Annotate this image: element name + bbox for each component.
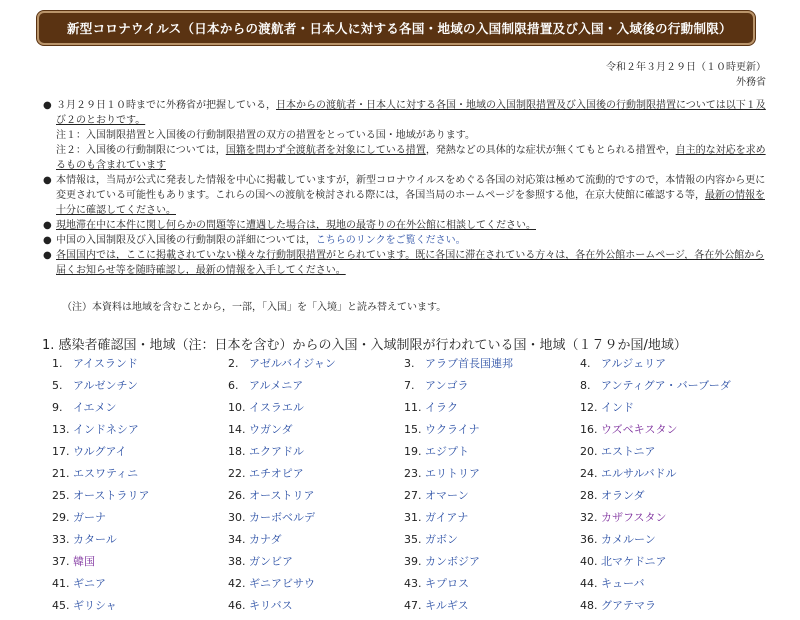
- country-number: 39.: [404, 555, 422, 568]
- country-item: [404, 510, 580, 532]
- country-link[interactable]: アルゼンチン: [73, 379, 139, 392]
- country-number: 37.: [52, 555, 70, 568]
- note-underlined: 日本からの渡航者・日本人に対する各国・地域の入国制限措置及び入国後の行動制限措置については以下１及び２のとおりです。: [56, 100, 766, 126]
- country-item: [580, 488, 756, 510]
- update-date: 令和２年３月２９日（１０時更新）: [606, 62, 766, 73]
- country-link[interactable]: カーボベルデ: [249, 511, 315, 524]
- subnote-underlined: 自主的な対応を求めるものも含まれています: [56, 145, 766, 171]
- country-number: 2.: [228, 357, 239, 370]
- country-item: [404, 400, 580, 422]
- country-item: [580, 466, 756, 488]
- country-item: [52, 378, 228, 400]
- country-link[interactable]: エリトリア: [425, 467, 480, 480]
- country-link[interactable]: インドネシア: [73, 423, 139, 436]
- country-list: [52, 356, 772, 620]
- country-item: [404, 532, 580, 554]
- country-item: [52, 488, 228, 510]
- country-number: 35.: [404, 533, 422, 546]
- country-number: 24.: [580, 467, 598, 480]
- china-details-link[interactable]: こちらのリンクをご覧ください。: [315, 235, 466, 246]
- note-text: 本情報は，当局が公式に発表した情報を中心に掲載していますが，新型コロナウイルスをめぐる各国の対応策は極めて流動的ですので，本情報の内容から更に変更されている可能性もあります。これらの国への渡航を検討される際には，各国当局のホームページを参照する他，在京大使館に確認する等，: [56, 175, 766, 201]
- bullet-icon: ●: [43, 250, 52, 261]
- note-bullet-1: [40, 98, 770, 128]
- country-number: 14.: [228, 423, 246, 436]
- country-number: 30.: [228, 511, 246, 524]
- country-link[interactable]: キプロス: [425, 577, 469, 590]
- country-number: 27.: [404, 489, 422, 502]
- country-item: [404, 444, 580, 466]
- country-number: 17.: [52, 445, 70, 458]
- country-link[interactable]: ウクライナ: [425, 423, 480, 436]
- country-link[interactable]: エチオピア: [249, 467, 304, 480]
- subnote-underlined: 国籍を問わず全渡航者を対象にしている措置: [225, 145, 426, 156]
- note-underlined: 現地滞在中に本件に関し何らかの問題等に遭遇した場合は，現地の最寄りの在外公館に相談してください。: [56, 220, 536, 231]
- country-item: [404, 576, 580, 598]
- note-text: ３月２９日１０時までに外務省が把握している，: [56, 100, 276, 111]
- country-item: [580, 532, 756, 554]
- country-item: [228, 400, 404, 422]
- country-link[interactable]: カンボジア: [425, 555, 480, 568]
- country-number: 46.: [228, 599, 246, 612]
- country-number: 13.: [52, 423, 70, 436]
- country-item: [52, 444, 228, 466]
- country-link[interactable]: ウズベキスタン: [601, 423, 678, 436]
- country-item: [52, 466, 228, 488]
- country-number: 21.: [52, 467, 70, 480]
- country-item: [580, 356, 756, 378]
- page-title: 新型コロナウイルス（日本からの渡航者・日本人に対する各国・地域の入国制限措置及び入国・入域後の行動制限）: [67, 21, 732, 36]
- country-item: [228, 598, 404, 620]
- country-number: 45.: [52, 599, 70, 612]
- country-item: [52, 598, 228, 620]
- country-link[interactable]: ガボン: [425, 533, 458, 546]
- country-number: 48.: [580, 599, 598, 612]
- bullet-icon: ●: [43, 175, 52, 186]
- country-item: [580, 576, 756, 598]
- country-item: [228, 356, 404, 378]
- country-number: 42.: [228, 577, 246, 590]
- country-link[interactable]: カナダ: [249, 533, 282, 546]
- country-number: 29.: [52, 511, 70, 524]
- country-item: [52, 532, 228, 554]
- country-number: 19.: [404, 445, 422, 458]
- country-number: 43.: [404, 577, 422, 590]
- country-link[interactable]: エジプト: [425, 445, 469, 458]
- bullet-icon: ●: [43, 235, 52, 246]
- country-link[interactable]: ウルグアイ: [73, 445, 127, 458]
- country-item: [580, 510, 756, 532]
- bullet-icon: ●: [43, 100, 52, 111]
- country-item: [404, 422, 580, 444]
- issuer: 外務省: [736, 77, 766, 88]
- country-item: [52, 356, 228, 378]
- country-link[interactable]: アゼルバイジャン: [249, 357, 336, 370]
- country-item: [228, 554, 404, 576]
- country-number: 16.: [580, 423, 598, 436]
- country-link[interactable]: アンゴラ: [425, 379, 469, 392]
- country-link[interactable]: アラブ首長国連邦: [425, 357, 513, 370]
- section-1-title: 1. 感染者確認国・地域（注：日本を含む）からの入国・入域制限が行われている国・地域（１７９か国/地域）: [42, 338, 687, 353]
- country-number: 36.: [580, 533, 598, 546]
- country-item: [404, 488, 580, 510]
- country-number: 20.: [580, 445, 598, 458]
- note-text: 中国の入国制限及び入国後の行動制限の詳細については，: [56, 235, 316, 246]
- country-item: [404, 598, 580, 620]
- country-link[interactable]: 北マケドニア: [601, 555, 667, 568]
- country-number: 40.: [580, 555, 598, 568]
- note-underlined: 最新の情報を十分に確認してください。: [56, 190, 765, 216]
- country-item: [580, 400, 756, 422]
- country-item: [404, 554, 580, 576]
- country-number: 7.: [404, 379, 415, 392]
- country-item: [404, 356, 580, 378]
- country-link[interactable]: キューバ: [601, 577, 645, 590]
- country-item: [228, 576, 404, 598]
- country-item: [228, 444, 404, 466]
- country-number: 23.: [404, 467, 422, 480]
- country-link[interactable]: アルジェリア: [601, 357, 667, 370]
- country-link[interactable]: キリバス: [249, 599, 293, 612]
- subnote-1: 注１：入国制限措置と入国後の行動制限措置の双方の措置をとっている国・地域があります。: [56, 130, 475, 141]
- country-item: [404, 378, 580, 400]
- country-item: [580, 444, 756, 466]
- country-link[interactable]: ギニアビサウ: [249, 577, 315, 590]
- note-bullet-5: [40, 248, 770, 278]
- country-number: 15.: [404, 423, 422, 436]
- country-link[interactable]: ギリシャ: [73, 599, 117, 612]
- country-link[interactable]: インド: [601, 401, 634, 414]
- country-link[interactable]: アンティグア・バーブーダ: [601, 379, 731, 392]
- country-number: 6.: [228, 379, 239, 392]
- country-link[interactable]: グアテマラ: [601, 599, 656, 612]
- country-number: 33.: [52, 533, 70, 546]
- country-link[interactable]: エスワティニ: [73, 467, 139, 480]
- notes-section: [40, 98, 770, 278]
- country-link[interactable]: アルメニア: [249, 379, 304, 392]
- country-number: 47.: [404, 599, 422, 612]
- country-number: 32.: [580, 511, 598, 524]
- country-link[interactable]: イラク: [425, 401, 458, 414]
- country-link[interactable]: ガイアナ: [425, 511, 469, 524]
- subnote-text: ，発熱などの具体的な症状が無くてもとられる措置や，: [425, 145, 676, 156]
- country-link[interactable]: エストニア: [601, 445, 656, 458]
- country-item: [580, 554, 756, 576]
- country-number: 12.: [580, 401, 598, 414]
- country-link[interactable]: カメルーン: [601, 533, 656, 546]
- country-number: 25.: [52, 489, 70, 502]
- country-link[interactable]: ガンビア: [249, 555, 293, 568]
- country-link[interactable]: オマーン: [425, 489, 469, 502]
- country-link[interactable]: エルサルバドル: [601, 467, 677, 480]
- remark-note: （注）本資料は地域を含むことから，一部，「入国」を「入境」と読み替えています。: [62, 302, 447, 313]
- country-number: 9.: [52, 401, 63, 414]
- country-item: [580, 422, 756, 444]
- country-number: 38.: [228, 555, 246, 568]
- country-link[interactable]: カタール: [73, 533, 117, 546]
- country-number: 5.: [52, 379, 63, 392]
- country-link[interactable]: オーストリア: [249, 489, 315, 502]
- country-item: [404, 466, 580, 488]
- country-link[interactable]: ギニア: [73, 577, 106, 590]
- country-link[interactable]: 韓国: [73, 555, 95, 568]
- country-link[interactable]: アイスランド: [73, 357, 138, 370]
- country-number: 44.: [580, 577, 598, 590]
- subnote-2: [40, 143, 770, 173]
- country-number: 1.: [52, 357, 63, 370]
- note-bullet-4: [40, 233, 770, 248]
- subnote-text: 注２：入国後の行動制限については，: [56, 145, 226, 156]
- country-number: 31.: [404, 511, 422, 524]
- note-bullet-3: [40, 218, 770, 233]
- note-underlined: 各国国内では，ここに掲載されていない様々な行動制限措置がとられています。既に各国に滞在されている方々は，各在外公館ホームページ，各在外公館から届くお知らせ等を随時確認し，最新の情報を入手してください。: [56, 250, 765, 276]
- country-item: [228, 510, 404, 532]
- country-number: 8.: [580, 379, 591, 392]
- country-item: [52, 554, 228, 576]
- country-item: [228, 532, 404, 554]
- update-info: [606, 60, 766, 90]
- country-item: [228, 466, 404, 488]
- country-item: [228, 422, 404, 444]
- country-item: [52, 510, 228, 532]
- country-number: 26.: [228, 489, 246, 502]
- country-number: 41.: [52, 577, 70, 590]
- country-number: 11.: [404, 401, 422, 414]
- country-number: 28.: [580, 489, 598, 502]
- country-number: 3.: [404, 357, 415, 370]
- country-item: [52, 422, 228, 444]
- note-bullet-2: [40, 173, 770, 218]
- country-number: 10.: [228, 401, 246, 414]
- country-number: 4.: [580, 357, 591, 370]
- country-number: 22.: [228, 467, 246, 480]
- country-link[interactable]: イスラエル: [249, 401, 304, 414]
- country-number: 34.: [228, 533, 246, 546]
- country-link[interactable]: ガーナ: [73, 511, 106, 524]
- country-item: [580, 598, 756, 620]
- country-item: [52, 400, 228, 422]
- country-link[interactable]: キルギス: [425, 599, 469, 612]
- title-banner: [37, 11, 755, 45]
- country-link[interactable]: カザフスタン: [601, 511, 667, 524]
- bullet-icon: ●: [43, 220, 52, 231]
- country-item: [52, 576, 228, 598]
- country-link[interactable]: エクアドル: [249, 445, 304, 458]
- country-item: [228, 488, 404, 510]
- country-link[interactable]: オーストラリア: [73, 489, 150, 502]
- country-link[interactable]: オランダ: [601, 489, 645, 502]
- country-item: [580, 378, 756, 400]
- country-item: [228, 378, 404, 400]
- country-link[interactable]: ウガンダ: [249, 423, 293, 436]
- country-link[interactable]: イエメン: [73, 401, 117, 414]
- country-number: 18.: [228, 445, 246, 458]
